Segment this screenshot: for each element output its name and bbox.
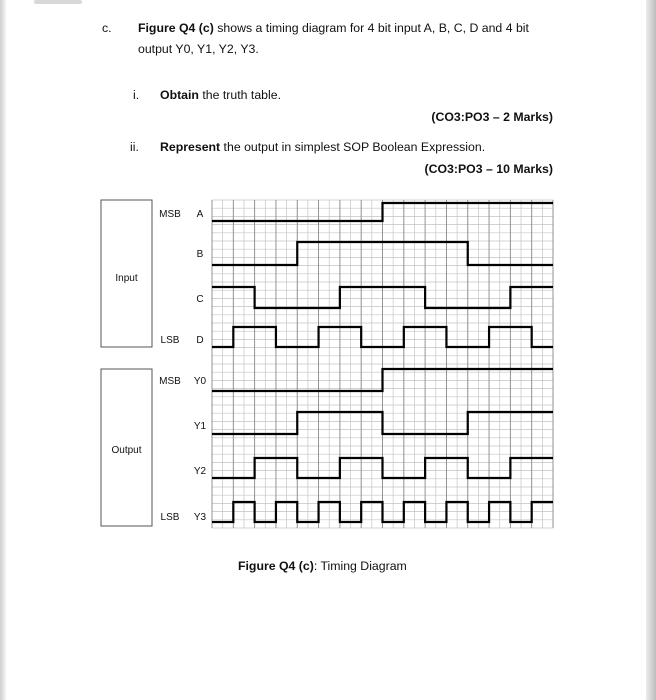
input-group-label: Input bbox=[115, 273, 138, 284]
part-i-marks: (CO3:PO3 – 2 Marks) bbox=[431, 110, 553, 124]
output-group-label: Output bbox=[111, 445, 142, 456]
figure-caption-rest: : Timing Diagram bbox=[313, 559, 407, 573]
part-i-verb: Obtain bbox=[160, 88, 199, 102]
signal-label-y2: Y2 bbox=[193, 466, 207, 477]
part-i-number: i. bbox=[133, 88, 140, 102]
signal-tag-d: LSB bbox=[160, 335, 180, 346]
figure-caption bbox=[238, 559, 407, 573]
question-line-2: output Y0, Y1, Y2, Y3. bbox=[138, 42, 259, 56]
waveform-y2 bbox=[212, 458, 553, 478]
signal-label-c: C bbox=[196, 294, 204, 305]
signal-label-y1: Y1 bbox=[193, 421, 207, 432]
signal-label-d: D bbox=[196, 335, 204, 346]
part-ii-number: ii. bbox=[130, 140, 139, 154]
signal-tag-y3: LSB bbox=[160, 512, 180, 523]
part-ii-marks: (CO3:PO3 – 10 Marks) bbox=[424, 162, 553, 176]
waveform-y3 bbox=[212, 502, 553, 522]
signal-tag-y0: MSB bbox=[159, 376, 181, 387]
question-label: c. bbox=[102, 21, 112, 35]
figure-ref: Figure Q4 (c) bbox=[138, 21, 214, 35]
signal-tag-a: MSB bbox=[159, 209, 181, 220]
part-ii-rest: the output in simplest SOP Boolean Expression. bbox=[220, 140, 486, 154]
figure-caption-ref: Figure Q4 (c) bbox=[238, 559, 314, 573]
signal-label-a: A bbox=[196, 209, 204, 220]
part-ii-verb: Represent bbox=[160, 140, 221, 154]
question-line-1-rest: shows a timing diagram for 4 bit input A, B, C, D and 4 bit bbox=[213, 21, 529, 35]
part-i-rest: the truth table. bbox=[198, 88, 281, 102]
signal-label-y0: Y0 bbox=[193, 376, 207, 387]
waveform-a bbox=[212, 203, 553, 221]
signal-label-y3: Y3 bbox=[193, 512, 207, 523]
waveform-y1 bbox=[212, 412, 553, 434]
signal-label-b: B bbox=[196, 249, 204, 260]
